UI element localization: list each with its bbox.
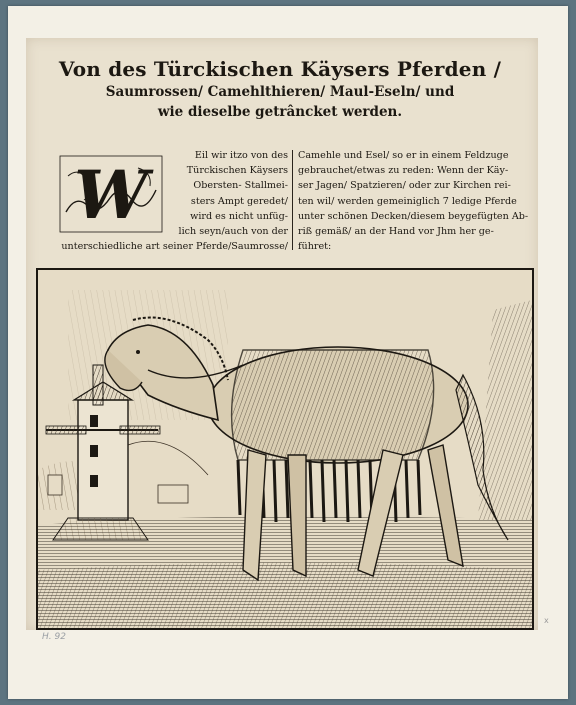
left-line: Eil wir itzo von des bbox=[194, 150, 288, 161]
print-header bbox=[44, 56, 516, 122]
left-line: wird es nicht unfüg- bbox=[190, 210, 288, 222]
corner-mark: x bbox=[544, 616, 549, 625]
pencil-inventory-note: H. 92 bbox=[42, 632, 66, 642]
ornamental-blanket bbox=[232, 350, 434, 460]
right-line: führet: bbox=[298, 241, 332, 253]
right-line: ten wil/ werden gemeiniglich 7 ledige Pferde bbox=[298, 195, 517, 207]
right-line: ser Jagen/ Spatzieren/ oder zur Kirchen rei- bbox=[298, 180, 511, 192]
right-column bbox=[298, 148, 529, 254]
body-text bbox=[58, 148, 529, 262]
ornamental-dropcap bbox=[58, 154, 164, 234]
left-line: lich seyn/auch von der bbox=[178, 226, 288, 238]
column-divider bbox=[292, 150, 293, 250]
title-line-3: wie dieselbe getrâncket werden. bbox=[157, 104, 403, 120]
dropcap-letter: W bbox=[73, 156, 149, 234]
title-line-1: Von des Türckischen Käysers Pferden / bbox=[58, 57, 502, 81]
woodcut-svg bbox=[38, 270, 532, 628]
left-column bbox=[170, 148, 288, 239]
right-line: gebrauchet/etwas zu reden: Wenn der Käy- bbox=[298, 165, 509, 177]
foreground-shadow bbox=[38, 563, 532, 629]
left-line: Obersten- Stallmei- bbox=[193, 180, 288, 192]
right-line: riß gemäß/ an der Hand vor Jhm her ge- bbox=[298, 226, 494, 238]
right-line: Camehle und Esel/ so er in einem Feldzuge bbox=[298, 150, 509, 161]
right-line: unter schönen Decken/diesem beygefügten Ab- bbox=[298, 210, 529, 222]
woodcut-illustration bbox=[36, 268, 534, 630]
left-line: Türckischen Käysers bbox=[186, 165, 288, 177]
left-line: sters Ampt geredet/ bbox=[190, 195, 288, 207]
left-last-line: unterschiedliche art seiner Pferde/Saumrosse/ bbox=[61, 241, 288, 252]
title-line-2: Saumrossen/ Camehlthieren/ Maul-Eseln/ und bbox=[105, 84, 455, 100]
